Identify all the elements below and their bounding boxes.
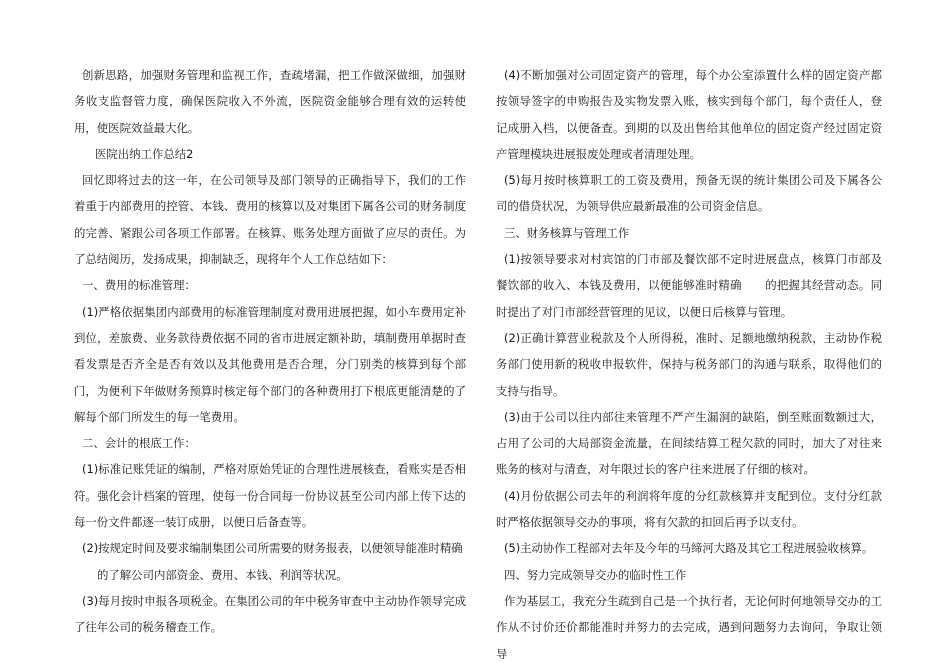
- paragraph: 作为基层工，我充分生疏到自己是一个执行者，无论何时何地领导交办的工作从不讨价还价都能准时并努力的去完成，遇到问题努力去询问，争取让领导: [496, 593, 882, 661]
- paragraph: (2)按规定时间及要求编制集团公司所需要的财务报表，以便领导能准时精确: [82, 541, 463, 556]
- paragraph: (5)每月按时核算职工的工资及费用，预备无误的统计集团公司及下属各公司的借贷状况，为领导供应最新最准的公司资金信息。: [496, 173, 882, 214]
- paragraph: (1)标准记账凭证的编制，严格对原始凭证的合理性进展核查，看账实是否相符。强化会计档案的管理，使每一份合同每一份协议甚至公司内部上传下达的每一份文件都逐一装订成册，以便日后备查等。: [74, 462, 466, 530]
- paragraph: (4)不断加强对公司固定资产的管理，每个办公室添置什么样的固定资产都按领导签字的申购报告及实物发票入账，核实到每个部门，每个责任人，登记成册入档，以便备查。到期的以及出售给其他单位的固定资产经过固定资产管理模块进展报废处理或者清理处理。: [496, 68, 882, 161]
- paragraph: (3)每月按时申报各项税金。在集团公司的年中税务审查中主动协作领导完成了往年公司的税务稽查工作。: [74, 593, 466, 635]
- paragraph: (5)主动协作工程部对去年及今年的马缔河大路及其它工程进展验收核算。: [504, 541, 874, 556]
- right-column: [496, 62, 882, 667]
- paragraph: 创新思路，加强财务管理和监视工作，查疏堵漏，把工作做深做细，加强财务收支监督管力度，确保医院收入不外流，医院资金能够合理有效的运转使用，使医院效益最大化。: [74, 68, 466, 135]
- paragraph: 三、财务核算与管理工作: [504, 225, 630, 240]
- paragraph: 医院出纳工作总结2: [95, 146, 194, 161]
- paragraph: 一、费用的标准管理：: [82, 278, 196, 293]
- left-column: [74, 62, 466, 641]
- paragraph: 二、会计的根底工作：: [82, 436, 196, 451]
- paragraph: 回忆即将过去的这一年，在公司领导及部门领导的正确指导下，我们的工作着重于内部费用的控管、本钱、费用的核算以及对集团下属各公司的财务制度的完善、紧跟公司各项工作部署。在核算、账务处理方面做了应尽的责任。为了总结阅历，发扬成果，抑制缺乏，现将年个人工作总结如下：: [74, 173, 466, 267]
- paragraph: 的了解公司内部资金、费用、本钱、利润等状况。: [97, 567, 348, 582]
- paragraph: (1)按领导要求对村宾馆的门市部及餐饮部不定时进展盘点，核算门市部及餐饮部的收入、本钱及费用，以便能够准时精确 的把握其经营动态。同时提出了对门市部经营管理的见议，以便日后核算与管理。: [496, 252, 882, 319]
- paragraph: (4)月份依据公司去年的利润将年度的分红款核算并支配到位。支付分红款时严格依据领导交办的事项，将有欠款的扣回后再予以支付。: [496, 488, 882, 530]
- paragraph: (1)严格依据集团内部费用的标准管理制度对费用进展把握，如小车费用定补到位，差旅费、业务款待费依据不同的省市进展定额补助，填制费用单据时查看发票是否齐全是否有效以及其他费用是否合理，分门别类的核算到每个部门，为便利下年做财务预算时核定每个部门的各种费用打下根底更能清楚的了解每个部门所发生的每一笔费用。: [74, 304, 466, 424]
- paragraph: (2)正确计算营业税款及个人所得税，准时、足额地缴纳税款，主动协作税务部门使用新的税收申报软件，保持与税务部门的沟通与联系，取得他们的支持与指导。: [496, 330, 882, 398]
- paragraph: 四、努力完成领导交办的临时性工作: [504, 567, 687, 582]
- paragraph: (3)由于公司以往内部往来管理不严产生漏洞的缺陷，倒至账面数额过大，占用了公司的大局部资金流量，在间续结算工程欠款的同时，加大了对往来账务的核对与清查，对年限过长的客户往来进展了仔细的核对。: [496, 409, 882, 477]
